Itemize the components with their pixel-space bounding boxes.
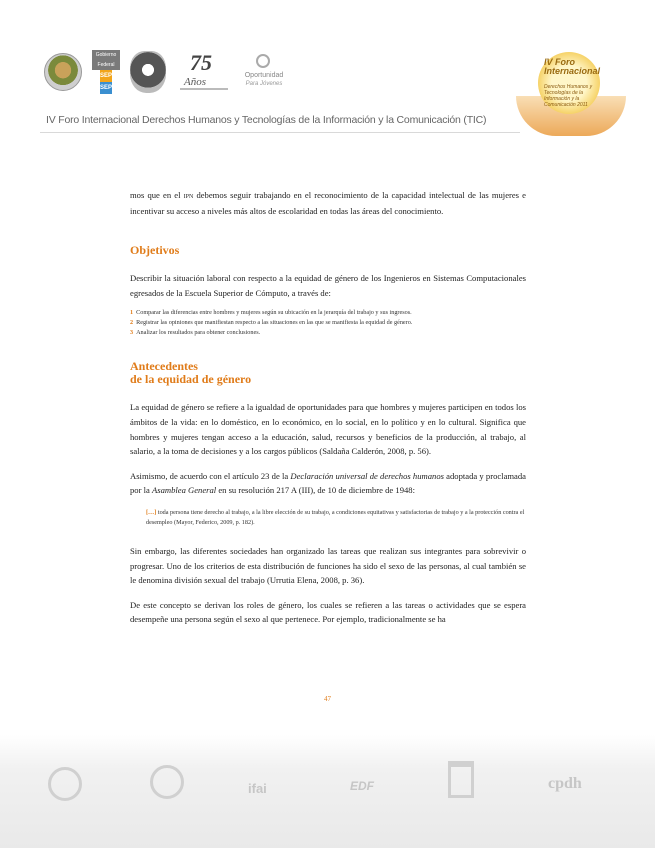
list-text: Analizar los resultados para obtener conclusiones.: [136, 329, 261, 337]
intro-paragraph: [130, 188, 526, 218]
forum-logo-title: IV Foro Internacional: [544, 57, 601, 76]
sep-logo-top: Gobierno Federal: [92, 50, 120, 70]
page-footer: [0, 735, 655, 848]
quote-bracket: […]: [146, 508, 157, 516]
equidad-paragraph: La equidad de género se refiere a la igualdad de oportunidades para que hombres y mujeres participen en todos los ámbitos de la vida: en lo doméstico, en lo económico, en lo social, en lo político y en lo cultural. Significa que hombres y mujeres tengan acceso a la educación, salud, recursos y beneficios de la producción, al trabajo, al salario, a la toma de decisiones y a los cargos públicos (Saldaña Calderón, 2008, p. 56).: [130, 402, 526, 457]
anniversary-number: 75: [190, 50, 212, 75]
articulo-text-a: Asimismo, de acuerdo con el artículo 23 de la: [130, 470, 291, 481]
header-divider: [40, 132, 520, 133]
main-content: [130, 188, 526, 627]
sep-logo-mid: SEP: [100, 70, 112, 82]
ipn-abbrev: ipn: [183, 191, 194, 200]
forum-logo: [516, 44, 626, 140]
list-number: 3: [130, 329, 134, 337]
articulo-text-b: adoptada y proclamada por la: [130, 470, 526, 496]
list-text: Registrar las opiniones que manifiestan respecto a las situaciones en las que se manifiesta la equidad de género.: [136, 319, 413, 327]
list-text: Comparar las diferencias entre hombres y mujeres según su ubicación en la jerarquía del trabajo y sus ingresos.: [136, 309, 412, 317]
list-item: [130, 328, 526, 338]
anniversary-word: Años: [184, 76, 206, 88]
intro-text-b: debemos seguir trabajando en el reconocimiento de la capacidad intelectual de las mujeres e incentivar su acceso a niveles más altos de escolaridad en todas las áreas del conocimiento.: [130, 190, 526, 216]
quote-text: toda persona tiene derecho al trabajo, a la libre elección de su trabajo, a condiciones equitativas y satisfactorias de trabajo y a la protección contra el desempleo (Mayor, Federico, 2009, p. 182).: [146, 508, 525, 526]
list-item: [130, 318, 526, 328]
footer-logo-seal: [150, 765, 184, 799]
oportunidad-line2: Para Jóvenes: [245, 81, 283, 87]
footer-logo-building: [448, 761, 474, 798]
footer-logo-commission: [48, 767, 82, 801]
articulo-text-c: en su resolución 217 A (III), de 10 de diciembre de 1948:: [216, 485, 415, 496]
mexico-coat-of-arms-logo: [44, 53, 82, 91]
sep-logo-bottom: SEP: [100, 82, 112, 94]
anniversary-logo: [176, 52, 232, 92]
intro-text-a: mos que en el: [130, 190, 184, 200]
page-header: [0, 0, 655, 140]
footer-logo-ifai: ifai: [248, 781, 267, 796]
forum-logo-subtitle: Derechos Humanos y Tecnologías de la Información y la Comunicación 2011: [544, 84, 593, 108]
footer-logo-cpdh: cpdh: [548, 775, 582, 792]
anniversary-underline: [180, 88, 228, 90]
page-number: 47: [324, 695, 331, 703]
articulo-paragraph: [130, 469, 526, 498]
declaracion-title: Declaración universal de derechos humanos: [290, 470, 444, 481]
oportunidad-logo: [242, 52, 286, 92]
antecedentes-heading: [130, 360, 526, 386]
objetivos-list: [130, 308, 526, 338]
antecedentes-heading-line1: Antecedentes: [130, 359, 198, 374]
block-quote: [146, 508, 526, 528]
asamblea-title: Asamblea General: [151, 485, 217, 496]
objetivos-paragraph: Describir la situación laboral con respecto a la equidad de género de los Ingenieros en Sistemas Computacionales egresados de la Escuela Superior de Cómputo, a través de:: [130, 273, 526, 298]
sep-logo: [92, 50, 120, 94]
list-number: 2: [130, 319, 134, 327]
list-number: 1: [130, 309, 134, 317]
footer-logo-edf: EDF: [350, 779, 374, 793]
roles-paragraph: De este concepto se derivan los roles de género, los cuales se refieren a las tareas o actividades que se espera desempeñe una persona según el sexo al que pertenece. Por ejemplo, tradicionalmente se ha: [130, 599, 526, 625]
objetivos-heading: Objetivos: [130, 243, 180, 258]
sponsor-logos: [44, 50, 286, 94]
oportunidad-icon: [256, 54, 270, 68]
antecedentes-heading-line2: de la equidad de género: [130, 372, 252, 387]
running-header-title: IV Foro Internacional Derechos Humanos y Tecnologías de la Información y la Comunicación (TIC): [46, 114, 487, 126]
ipn-seal-logo: [130, 51, 166, 93]
oportunidad-line1: Oportunidad: [244, 72, 284, 79]
sin-embargo-paragraph: Sin embargo, las diferentes sociedades han organizado las tareas que realizan sus integrantes para sobrevivir o progresar. Uno de los criterios de esta distribución de funciones ha sido el sexo de las personas, al cual también se le denomina división sexual del trabajo (Urrutia Elena, 2008, p. 36).: [130, 545, 526, 586]
list-item: [130, 308, 526, 318]
